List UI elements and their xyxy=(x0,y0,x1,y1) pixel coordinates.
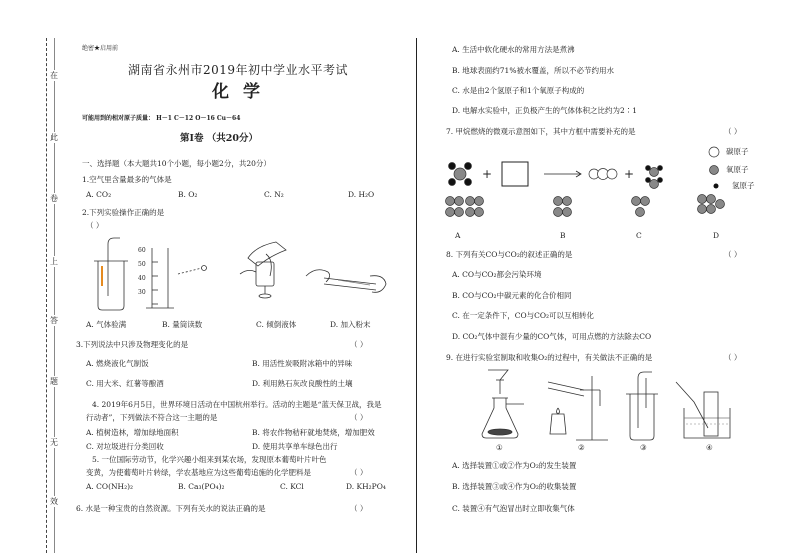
cylinder-tick-label: 40 xyxy=(138,275,146,282)
subject-title: 化学 xyxy=(212,82,274,102)
q2-option-c: C. 倾倒液体 xyxy=(256,320,297,329)
q8-bracket: （ ） xyxy=(724,250,742,259)
cylinder-tick-label: 30 xyxy=(138,289,146,296)
cylinder-tick-label: 60 xyxy=(138,247,146,254)
q5-option-c: C. KCl xyxy=(280,482,304,491)
q2-bracket: （ ） xyxy=(86,221,104,230)
q6-option-b: B. 地球表面约71%被水覆盖，所以不必节约用水 xyxy=(452,66,614,75)
carbon-atom-icon xyxy=(709,147,719,157)
q7-stem: 7. 甲烷燃烧的微观示意图如下，其中方框中需要补充的是 xyxy=(446,127,636,136)
q4-line2: 行动者”，下列做法不符合这一主题的是 xyxy=(86,413,218,422)
q8-option-b: B. CO与CO₂中碳元素的化合价相同 xyxy=(452,291,572,300)
secret-mark: 绝密★启用前 xyxy=(82,45,119,52)
q5-line1: 5. 一位国际劳动节，化学兴趣小组来到某农场，发现原本葡萄叶片叶色 xyxy=(92,455,327,464)
q2-stem: 2.下列实验操作正确的是 xyxy=(82,208,165,217)
binding-margin-char: 题 xyxy=(50,377,58,386)
exam-title: 湖南省永州市2019年初中学业水平考试 xyxy=(128,63,349,77)
q3-option-c: C. 用大米、红薯等酿酒 xyxy=(86,379,164,388)
binding-margin-char: 在 xyxy=(50,71,58,80)
q1-option-a: A. CO₂ xyxy=(86,190,112,199)
flask-with-funnel-drawing xyxy=(482,370,524,438)
q5-option-b: B. Ca₃(PO₄)₂ xyxy=(178,482,225,491)
q2-option-a: A. 气体验满 xyxy=(86,320,127,329)
q9-label-1: ① xyxy=(496,443,503,452)
q7-bracket: （ ） xyxy=(724,127,742,136)
binding-solid-line xyxy=(54,38,55,553)
q1-option-b: B. O₂ xyxy=(178,190,198,199)
svg-text:+: + xyxy=(624,167,635,181)
gas-bottle-drawing xyxy=(94,238,128,310)
legend-oxygen: 氧原子 xyxy=(726,165,749,174)
option-a-molecules xyxy=(446,197,484,217)
svg-text:+: + xyxy=(482,167,493,181)
heated-test-tube-drawing xyxy=(548,376,608,440)
q6-bracket: （ ） xyxy=(350,504,368,513)
q3-stem: 3.下列说法中只涉及物理变化的是 xyxy=(76,340,189,349)
option-c-molecules xyxy=(632,197,650,217)
pouring-liquid-drawing xyxy=(240,242,286,298)
binding-dashed-line xyxy=(46,38,47,553)
q1-stem: 1.空气里含量最多的气体是 xyxy=(82,175,172,184)
q4-option-a: A. 植树造林，增加绿地面积 xyxy=(86,428,179,437)
part-one-heading: 一、选择题（本大题共10个小题，每小题2分，共20分） xyxy=(82,159,271,168)
q3-option-b: B. 用活性炭吸附冰箱中的异味 xyxy=(252,359,353,368)
graduated-cylinder-drawing xyxy=(146,248,207,308)
q9-apparatus-figure xyxy=(480,368,740,444)
q1-option-d: D. H₂O xyxy=(348,190,375,199)
hydrogen-atom-icon xyxy=(714,184,719,189)
q9-bracket: （ ） xyxy=(724,353,742,362)
q5-option-a: A. CO(NH₂)₂ xyxy=(86,482,134,491)
gas-collecting-jar-drawing xyxy=(626,372,658,440)
blank-answer-box xyxy=(502,162,528,186)
legend-hydrogen: 氢原子 xyxy=(732,181,755,190)
section-title: 第Ⅰ卷 （共20分） xyxy=(180,133,258,144)
legend-carbon: 碳原子 xyxy=(726,147,749,156)
binding-margin-char: 此 xyxy=(50,133,58,142)
binding-margin-char: 效 xyxy=(50,497,58,506)
water-molecules xyxy=(646,166,663,189)
q8-stem: 8. 下列有关CO与CO₂的叙述正确的是 xyxy=(446,250,573,259)
q8-option-a: A. CO与CO₂都会污染环境 xyxy=(452,270,542,279)
q9-option-b: B. 选择装置③或④作为O₂的收集装置 xyxy=(452,482,577,491)
q7-option-a: A xyxy=(455,231,461,240)
q4-bracket: （ ） xyxy=(350,413,368,422)
binding-margin-char: 卷 xyxy=(50,194,58,203)
q6-option-c: C. 水是由2个氢原子和1个氧原子构成的 xyxy=(452,86,585,95)
q2-option-b: B. 量筒读数 xyxy=(162,320,203,329)
q6-stem: 6. 水是一种宝贵的自然资源。下列有关水的说法正确的是 xyxy=(76,504,266,513)
q9-option-c: C. 装置④有气泡冒出时立即收集气体 xyxy=(452,504,575,513)
q9-option-a: A. 选择装置①或②作为O₂的发生装置 xyxy=(452,461,577,470)
q7-option-c: C xyxy=(636,231,642,240)
q4-option-c: C. 对垃圾进行分类回收 xyxy=(86,442,164,451)
q9-label-4: ④ xyxy=(706,443,713,452)
q5-line2: 变黄，为使葡萄叶片转绿，学农基地应为这些葡萄追施的化学肥料是 xyxy=(86,468,311,477)
q9-label-2: ② xyxy=(578,443,585,452)
column-divider xyxy=(416,38,417,553)
cylinder-tick-label: 50 xyxy=(138,261,146,268)
q6-option-d: D. 电解水实验中，正负极产生的气体体积之比约为2∶1 xyxy=(452,106,638,115)
carbon-dioxide-molecule xyxy=(589,169,617,180)
q3-option-a: A. 燃烧液化气制饭 xyxy=(86,359,149,368)
water-trough-drawing xyxy=(676,382,730,438)
q9-stem: 9. 在进行实验室制取和收集O₂的过程中，有关做法不正确的是 xyxy=(446,353,653,362)
methane-molecule xyxy=(449,163,472,186)
q4-option-b: B. 将农作物秸秆就地焚烧，增加肥效 xyxy=(252,428,375,437)
q8-option-d: D. CO₂气体中混有少量的CO气体，可用点燃的方法除去CO xyxy=(452,332,652,341)
q5-option-d: D. KH₂PO₄ xyxy=(346,482,386,491)
q8-option-c: C. 在一定条件下，CO与CO₂可以互相转化 xyxy=(452,311,595,320)
binding-margin-char: 答 xyxy=(50,316,58,325)
option-b-molecules xyxy=(554,197,572,217)
binding-margin-char: 上 xyxy=(50,257,58,266)
q3-bracket: （ ） xyxy=(350,340,368,349)
atomic-mass-line: 可能用到的相对原子质量： H－1 C－12 O－16 Cu－64 xyxy=(82,115,241,122)
q6-option-a: A. 生活中软化硬水的常用方法是煮沸 xyxy=(452,45,575,54)
q7-option-b: B xyxy=(560,231,566,240)
adding-powder-drawing xyxy=(306,270,386,293)
oxygen-atom-icon xyxy=(710,166,719,175)
q4-option-d: D. 使用共享单车绿色出行 xyxy=(252,442,338,451)
q7-reaction-figure xyxy=(446,146,746,226)
q4-line1: 4. 2019年6月5日，世界环境日活动在中国杭州举行。活动的主题是“蓝天保卫战，我是 xyxy=(92,400,382,409)
q3-option-d: D. 利用熟石灰改良酸性的土壤 xyxy=(252,379,353,388)
q5-bracket: （ ） xyxy=(350,468,368,477)
q7-option-d: D xyxy=(713,231,720,240)
q1-option-c: C. N₂ xyxy=(264,190,284,199)
binding-margin-char: 无 xyxy=(50,438,58,447)
q2-option-d: D. 加入粉末 xyxy=(330,320,371,329)
option-d-molecules xyxy=(698,195,725,214)
q9-label-3: ③ xyxy=(640,443,647,452)
q2-apparatus-figure xyxy=(80,236,400,316)
